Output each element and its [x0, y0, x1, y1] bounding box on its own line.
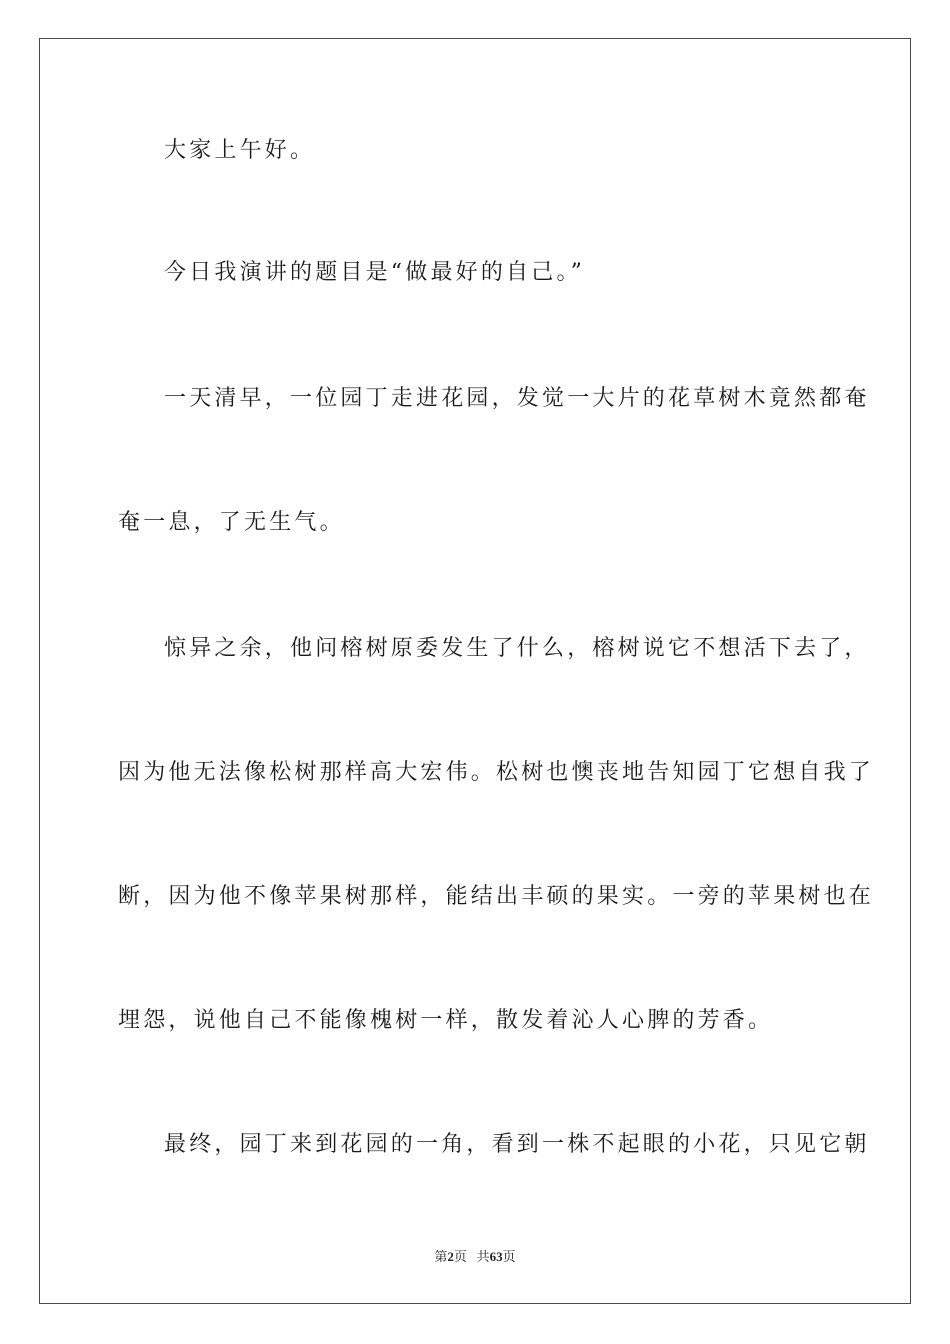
paragraph-3-line-1: 一天清早，一位园丁走进花园，发觉一大片的花草树木竟然都奄: [164, 386, 870, 411]
page-suffix: 页: [453, 1249, 467, 1264]
paragraph-5-line-1: 最终，园丁来到花园的一角，看到一株不起眼的小花，只见它朝: [164, 1132, 870, 1157]
paragraph-4-line-3: 断，因为他不像苹果树那样，能结出丰硕的果实。一旁的苹果树也在: [118, 884, 875, 909]
paragraph-4-line-2: 因为他无法像松树那样高大宏伟。松树也懊丧地告知园丁它想自我了: [118, 760, 875, 785]
paragraph-2-line-1: 今日我演讲的题目是“做最好的自己。”: [164, 260, 586, 285]
paragraph-4-line-4: 埋怨，说他自己不能像槐树一样，散发着沁人心脾的芳香。: [118, 1008, 774, 1033]
total-suffix: 页: [502, 1249, 516, 1264]
paragraph-1-line-1: 大家上午好。: [164, 138, 316, 163]
page-footer: [0, 1248, 950, 1266]
page-border: [39, 38, 911, 1304]
current-page-number: 2: [447, 1249, 454, 1264]
total-prefix: 共: [476, 1249, 490, 1264]
page-prefix: 第: [434, 1249, 448, 1264]
total-pages-number: 63: [489, 1249, 503, 1264]
paragraph-3-line-2: 奄一息，了无生气。: [118, 510, 345, 535]
paragraph-4-line-1: 惊异之余，他问榕树原委发生了什么，榕树说它不想活下去了，: [164, 636, 870, 661]
